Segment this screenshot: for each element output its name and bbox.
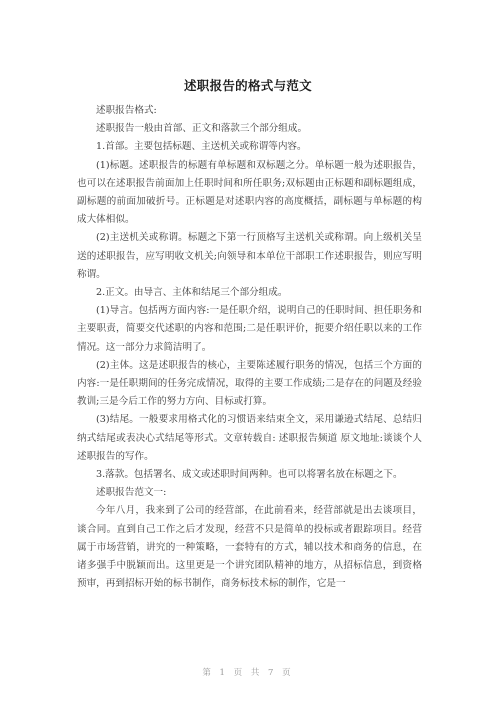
paragraph-recipient-rules: (2)主送机关或称谓。标题之下第一行顶格写主送机关或称谓。向上级机关呈送的述职报告，应写明收文机关;向领导和本单位干部职工作述职报告，则应写明称谓。 xyxy=(77,232,422,280)
paragraph-title-rules: (1)标题。述职报告的标题有单标题和双标题之分。单标题一般为述职报告，也可以在述职报告前面加上任职时间和所任职务;双标题由正标题和副标题组成，副标题的前面加破折号。正标题是对述职内容的高度概括，副标题与单标题的构成大体相似。 xyxy=(77,159,422,226)
paragraph-introduction-rules: (1)导言。包括两方面内容:一是任职介绍，说明自己的任职时间、担任职务和主要职责，简要交代述职的内容和范围;二是任职评价，扼要介绍任职以来的工作情况。这一部分力求简洁明了。 xyxy=(77,305,422,353)
paragraph-sample-text: 今年八月，我来到了公司的经营部，在此前看来，经营部就是出去谈项目，谈合同。直到自己工作之后才发现，经营不只是简单的投标或者跟踪项目。经营属于市场营销，讲究的一种策略，一套特有的方式，辅以技术和商务的信息，在诸多强手中脱颖而出。这里更是一个讲究团队精神的地方，从招标信息，到资格预审，再到招标开始的标书制作，商务标技术标的制作，它是一 xyxy=(77,505,422,590)
page-number-footer: 第 1 页 共 7 页 xyxy=(202,668,294,678)
paragraph-section-body-part: 2.正文。由导言、主体和结尾三个部分组成。 xyxy=(96,287,288,299)
paragraph-sample-heading: 述职报告范文一: xyxy=(96,487,167,499)
paragraph-section-signature-part: 3.落款。包括署名、成文或述职时间两种。也可以将署名放在标题之下。 xyxy=(96,469,403,481)
paragraph-section-header-part: 1.首部。主要包括标题、主送机关或称谓等内容。 xyxy=(96,141,307,153)
paragraph-format-intro: 述职报告一般由首部、正文和落款三个部分组成。 xyxy=(96,123,308,135)
paragraph-ending-rules: (3)结尾。一般要求用格式化的习惯语来结束全文，采用谦逊式结尾、总结归纳式结尾或表决心式结尾等形式。文章转载自: 述职报告频道 原文地址:谈谈个人述职报告的写作。 xyxy=(77,414,422,462)
paragraph-main-body-rules: (2)主体。这是述职报告的核心，主要陈述履行职务的情况，包括三个方面的内容:一是任职期间的任务完成情况，取得的主要工作成绩;二是存在的问题及经验教训;三是今后工作的努力方向、目标或打算。 xyxy=(77,359,422,408)
document-body xyxy=(77,102,422,593)
paragraph-format-heading: 述职报告格式: xyxy=(96,105,157,116)
document-title: 述职报告的格式与范文 xyxy=(183,78,312,93)
